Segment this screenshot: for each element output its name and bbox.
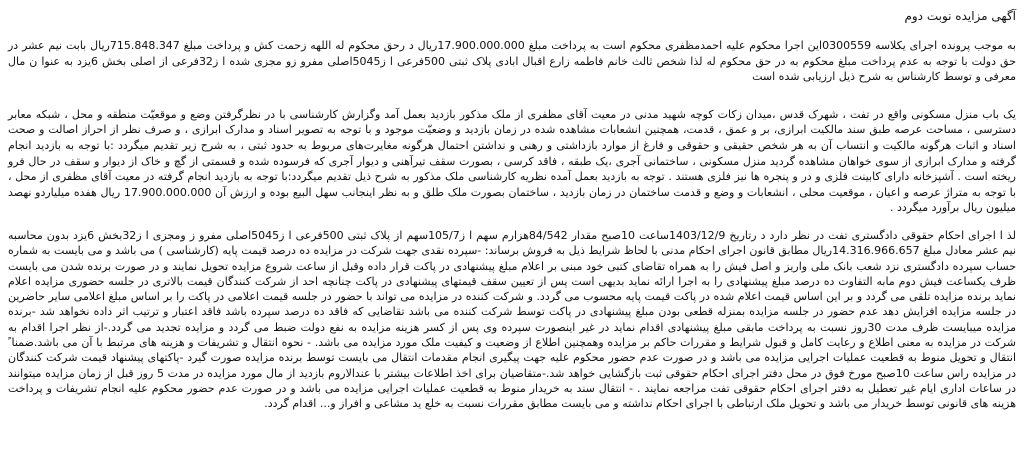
auction-terms-paragraph: لذ ا اجرای احکام حقوقی دادگستری تفت در نظر دارد د رتاریخ 1403/12/9ساعت 10صبح مقدار 84/542هزارم سهم ا ز105/7سهم از پلاک ثبتی 500فرعی ا ز5045اصلی مفرو ز ومجزی ا ز32بخش 6یزد بدون محاسبه نیم عشر معادل مبلغ 14.316.966.657ریال مطابق قانون اجرای احکام مدنی با لحاظ شرایط ذیل به فروش برساند: -سپرده نقدی جهت شرکت در مزایده ده درصد قیمت پایه (کارشناسی ) می باشد و می بایست به شماره حساب سپرده دادگستری نزد شعب بانک ملی واریز و اصل فیش را به همراه تقاضای کتبی خود مبنی بر اعلام مبلغ پیشنهادی در پاکت قرار داده وقبل از ساعت شروع مزایده تحویل نمایند و در صورت برنده شدن می بایست ظرف یکساعت فیش دوم مابه التفاوت ده درصد مبلغ پیشنهادی را به اجرا ارائه نماید بدیهی است پس از تعیین سقف قیمتهای پیشنهادی در پاکت چنانچه احد از شرکت کنندگان قیمت بالاتری در جلسه حضوری مزایده اعلام نماید برنده مزایده تلقی می گردد و بر این اساس قیمت اعلام شده در پاکت قیمت پایه محسوب می گردد. و شرکت کننده در مزایده می تواند با حضور در جلسه قیمت اعلامی در پاکت را بر اساس مبلغ اعلامی سایر حاضرین در جلسه مزایده افزایش دهد عدم حضور در جلسه مزایده بمنزله قطعی بودن مبلغ پیشنهادی در پاکت توسط شرکت کننده می باشد تقاضایی که فاقد ده درصد سپرده باشد فاقد اعتبار و ترتیب اثر داده نخواهد شد -برنده مزایده میبایست ظرف مدت 30روز نسبت به پرداخت مابقی مبلغ پیشنهادی اقدام نماید در غیر اینصورت سپرده وی پس از کسر هزینه مزایده به نفع دولت ضبط می گردد و مزایده تجدید می گردد.-از نظر اجرا اقدام به شرکت در مزایده به معنی اطلاع و رعایت کامل و قبول شرایط و مقررات حاکم بر مزایده وهمچنین اطلاع از وضعیت و کیفیت ملک مورد مزایده می باشد. - نحوه انتقال و تشریفات و هزینه های مرتبط با آن می باشد.ضمنا ً انتقال و تحویل منوط به قطعیت عملیات اجرایی مزایده می باشد و در صورت عدم حضور محکوم علیه جهت پیگیری انجام مقدمات انتقال می بایست توسط برنده مزایده صورت گیرد -پاکتهای پیشنهاد قیمت شرکت کنندگان در مزایده راس ساعت 10صبح مورخ فوق در محل دفتر اجرای احکام حقوقی ثبت بازگشایی خواهد شد.-متقاضیان برای اخذ اطلاعات بیشتر با عندالاروم بازدید از مال مورد مزایده در مدت 5 روز قبل از زمان مزایده میتوانند در ساعات اداری ایام غیر تعطیل به دفتر اجرای احکام حقوقی تفت مراجعه نمایند . - انتقال سند به خریدار منوط به قطعیت عملیات اجرایی مزایده می باشد و در صورت عدم حضور محکوم علیه انجام تشریفات و پرداخت هزینه های قانونی توسط خریدار می باشد و تحویل ملک ارتباطی با اجرای احکام نداشته و می بایست مطابق مقررات نسبت به خلع ید مشاعی و افراز و... اقدام گردد.	[8, 228, 1016, 411]
notice-title: آگهی مزایده نوبت دوم	[904, 9, 1016, 23]
property-description-paragraph: یک باب منزل مسکونی واقع در تفت ، شهرک قدس ،میدان زکات کوچه شهید مدنی در معیت آقای مظفری از ملک مذکور بازدید بعمل آمد وگزارش کارشناسی با در نظرگرفتن وضع و موقعیّت منطقه و محل ، شبکه معابر دسترسی ، مساحت عرصه طبق سند مالکیت ابرازی، بر و عمق ، قدمت، همچنین انشعابات مشاهده شده در زمان بازدید و وضعیّت موجود و با توجه به تصویر اسناد و مدارک ابرازی ، و صرف نظر از احراز اصالت و صحت اسناد و اثبات هرگونه مالکیت و انتساب آن به هر شخص حقیقی و حقوقی و فارغ از موارد بازداشتی و رهنی و نداشتن احتمال هرگونه مغایرت‌های مربوط به حدود ثبتی ، به شرح زیر تقدیم میگردد :با توجه به بازدید انجام گرفته و مدارک ابرازی از سوی خواهان مشاهده گردید منزل مسکونی ، ساختمانی آجری ،یک طبقه ، فاقد کرسی ، بصورت سقف تیرآهنی و دیوار آجری که فرسوده شده و قسمتی از گچ و خاک از دیوار و سقف در حال فرو ریخته است . آشپزخانه دارای کابینت فلزی و در و پنجره ها نیز فلزی هستند . توجه به بازدید بعمل آمده نظریه کارشناسی ملک مذکور به شرح ذیل تقدیم میگردد:با توجه به بازدید انجام گرفته در معیت آقای مظفری از محل ، با توجه به متراژ عرصه و اعیان ، موقعیت محلی ، انشعابات و وضع و قدمت ساختمان در زمان بازدید ، ساختمان بصورت ملک طلق و به نظر اینجانب سهل البیع بوده و ارزش آن 17.900.000.000 ریال هفده میلیاردو نهصد میلیون ریال برآورد میگردد .	[8, 107, 1016, 215]
case-summary-paragraph: به موجب پرونده اجرای یکلاسه 0300559این اجرا محکوم علیه احمدمظفری محکوم است به پرداخت مبلغ 17.900.000.000ریال د رحق محکوم له اللهه زحمت کش و پرداخت مبلغ 715.848.347ریال بابت نیم عشر در حق دولت با توجه به عدم پرداخت مبلغ محکوم به در حق محکوم له لذا شخص ثالث خانم فاطمه زارع اقبال ابادی پلاک ثبتی 500فرعی ا ز5045اصلی مفرو زو مجزی شده ا ز32فرعی از اصلی بخش 6یزد به عنوا ن مال معرفی و توسط کارشناس به شرح ذیل ارزیابی شده است	[8, 39, 1017, 84]
